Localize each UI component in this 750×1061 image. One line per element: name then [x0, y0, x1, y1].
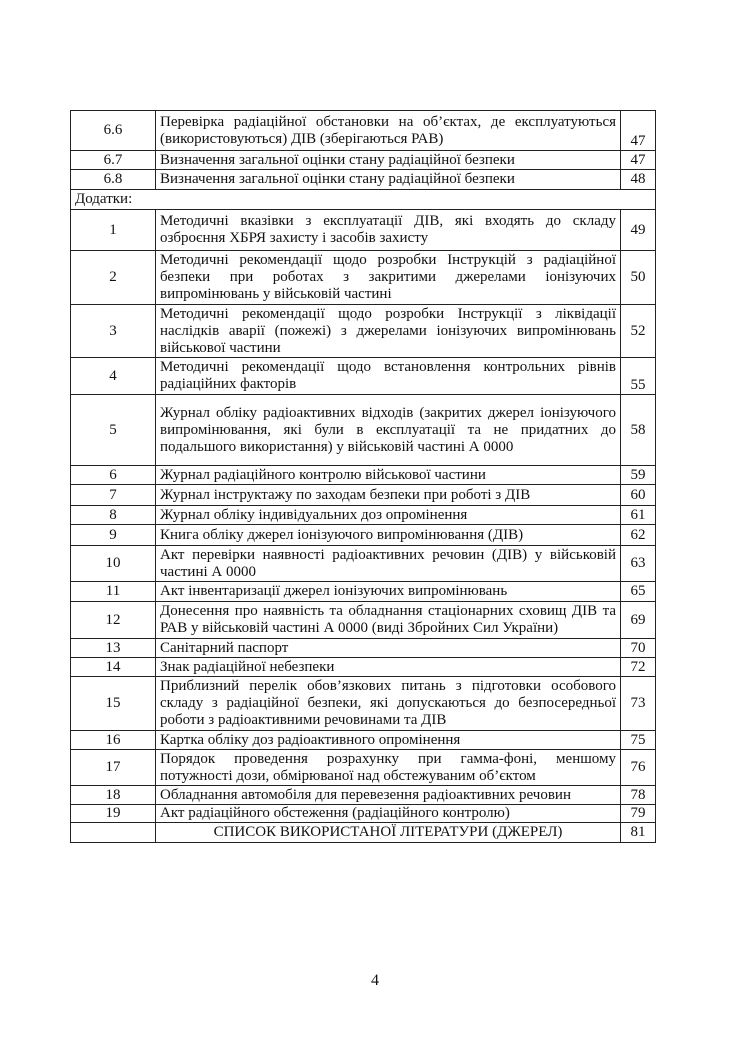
toc-row	[71, 151, 656, 170]
toc-row	[71, 677, 656, 731]
item-page: 75	[621, 731, 656, 750]
item-page: 78	[621, 786, 656, 805]
item-page: 62	[621, 525, 656, 546]
page-number: 4	[371, 972, 379, 989]
item-title: Визначення загальної оцінки стану радіаційної безпеки	[156, 170, 621, 190]
item-page: 81	[621, 823, 656, 843]
item-number: 1	[71, 210, 156, 251]
toc-row	[71, 658, 656, 677]
item-page: 76	[621, 750, 656, 786]
item-number: 11	[71, 582, 156, 602]
item-title: Перевірка радіаційної обстановки на об’єктах, де експлуатуються (використовуються) ДІВ (зберігаються РАВ)	[156, 111, 621, 151]
item-number: 5	[71, 395, 156, 466]
item-title: Приблизний перелік обов’язкових питань з підготовки особового складу з радіаційної безпеки, які допускаються до безпосередньої роботи з радіоактивними речовинами та ДІВ	[156, 677, 621, 731]
item-number: 7	[71, 485, 156, 506]
toc-row	[71, 506, 656, 525]
item-number: 17	[71, 750, 156, 786]
item-number: 6.7	[71, 151, 156, 170]
item-title: Порядок проведення розрахунку при гамма-фоні, меншому потужності дози, обмірюваної над обстежуваним об’єктом	[156, 750, 621, 786]
toc-row	[71, 485, 656, 506]
item-title: Методичні рекомендації щодо встановлення контрольних рівнів радіаційних факторів	[156, 358, 621, 395]
toc-row	[71, 639, 656, 658]
toc-row	[71, 466, 656, 485]
item-number: 14	[71, 658, 156, 677]
item-title: Журнал обліку індивідуальних доз опромінення	[156, 506, 621, 525]
section-row	[71, 190, 656, 210]
item-number	[71, 823, 156, 843]
item-title: Методичні рекомендації щодо розробки Інструкції з ліквідації наслідків аварії (пожежі) з джерелами іонізуючих випромінювань військової частини	[156, 305, 621, 358]
toc-row	[71, 750, 656, 786]
item-number: 6	[71, 466, 156, 485]
item-number: 4	[71, 358, 156, 395]
section-heading: Додатки:	[71, 190, 656, 210]
item-title: Визначення загальної оцінки стану радіаційної безпеки	[156, 151, 621, 170]
item-number: 10	[71, 546, 156, 582]
item-title: Книга обліку джерел іонізуючого випромінювання (ДІВ)	[156, 525, 621, 546]
item-title: Методичні рекомендації щодо розробки Інструкцій з радіаційної безпеки при роботах з закритими джерелами іонізуючих випромінювань у військовій частині	[156, 251, 621, 305]
item-title: Журнал інструктажу по заходам безпеки при роботі з ДІВ	[156, 485, 621, 506]
item-number: 2	[71, 251, 156, 305]
item-page: 55	[621, 358, 656, 395]
item-page: 69	[621, 602, 656, 639]
toc-row	[71, 210, 656, 251]
toc-row	[71, 251, 656, 305]
toc-row	[71, 170, 656, 190]
item-number: 3	[71, 305, 156, 358]
item-page: 50	[621, 251, 656, 305]
item-page: 48	[621, 170, 656, 190]
item-page: 79	[621, 805, 656, 823]
item-number: 18	[71, 786, 156, 805]
toc-row	[71, 305, 656, 358]
item-title: Методичні вказівки з експлуатації ДІВ, які входять до складу озброєння ХБРЯ захисту і засобів захисту	[156, 210, 621, 251]
item-page: 73	[621, 677, 656, 731]
item-page: 63	[621, 546, 656, 582]
item-title: Санітарний паспорт	[156, 639, 621, 658]
item-title: Журнал радіаційного контролю військової частини	[156, 466, 621, 485]
item-number: 6.6	[71, 111, 156, 151]
item-number: 16	[71, 731, 156, 750]
item-number: 13	[71, 639, 156, 658]
toc-row	[71, 358, 656, 395]
item-page: 47	[621, 111, 656, 151]
toc-row	[71, 546, 656, 582]
item-number: 12	[71, 602, 156, 639]
item-page: 58	[621, 395, 656, 466]
item-title: Обладнання автомобіля для перевезення радіоактивних речовин	[156, 786, 621, 805]
contents-table	[70, 110, 656, 843]
toc-row	[71, 395, 656, 466]
item-number: 8	[71, 506, 156, 525]
item-page: 72	[621, 658, 656, 677]
toc-row	[71, 525, 656, 546]
toc-row	[71, 823, 656, 843]
item-title: Журнал обліку радіоактивних відходів (закритих джерел іонізуючого випромінювання, які були в експлуатації та не придатних до подальшого використання) у військовій частині А 0000	[156, 395, 621, 466]
item-page: 52	[621, 305, 656, 358]
item-page: 65	[621, 582, 656, 602]
toc-row	[71, 731, 656, 750]
toc-row	[71, 111, 656, 151]
item-title: СПИСОК ВИКОРИСТАНОЇ ЛІТЕРАТУРИ (ДЖЕРЕЛ)	[156, 823, 621, 843]
toc-row	[71, 805, 656, 823]
item-page: 47	[621, 151, 656, 170]
item-number: 6.8	[71, 170, 156, 190]
item-page: 70	[621, 639, 656, 658]
item-page: 60	[621, 485, 656, 506]
item-title: Знак радіаційної небезпеки	[156, 658, 621, 677]
item-page: 59	[621, 466, 656, 485]
toc-row	[71, 602, 656, 639]
item-title: Донесення про наявність та обладнання стаціонарних сховищ ДІВ та РАВ у військовій частині А 0000 (виді Збройних Сил України)	[156, 602, 621, 639]
item-page: 61	[621, 506, 656, 525]
item-title: Акт перевірки наявності радіоактивних речовин (ДІВ) у військовій частині А 0000	[156, 546, 621, 582]
item-number: 15	[71, 677, 156, 731]
item-number: 9	[71, 525, 156, 546]
toc-row	[71, 786, 656, 805]
item-title: Акт інвентаризації джерел іонізуючих випромінювань	[156, 582, 621, 602]
toc-row	[71, 582, 656, 602]
item-title: Картка обліку доз радіоактивного опромінення	[156, 731, 621, 750]
item-page: 49	[621, 210, 656, 251]
item-number: 19	[71, 805, 156, 823]
item-title: Акт радіаційного обстеження (радіаційного контролю)	[156, 805, 621, 823]
